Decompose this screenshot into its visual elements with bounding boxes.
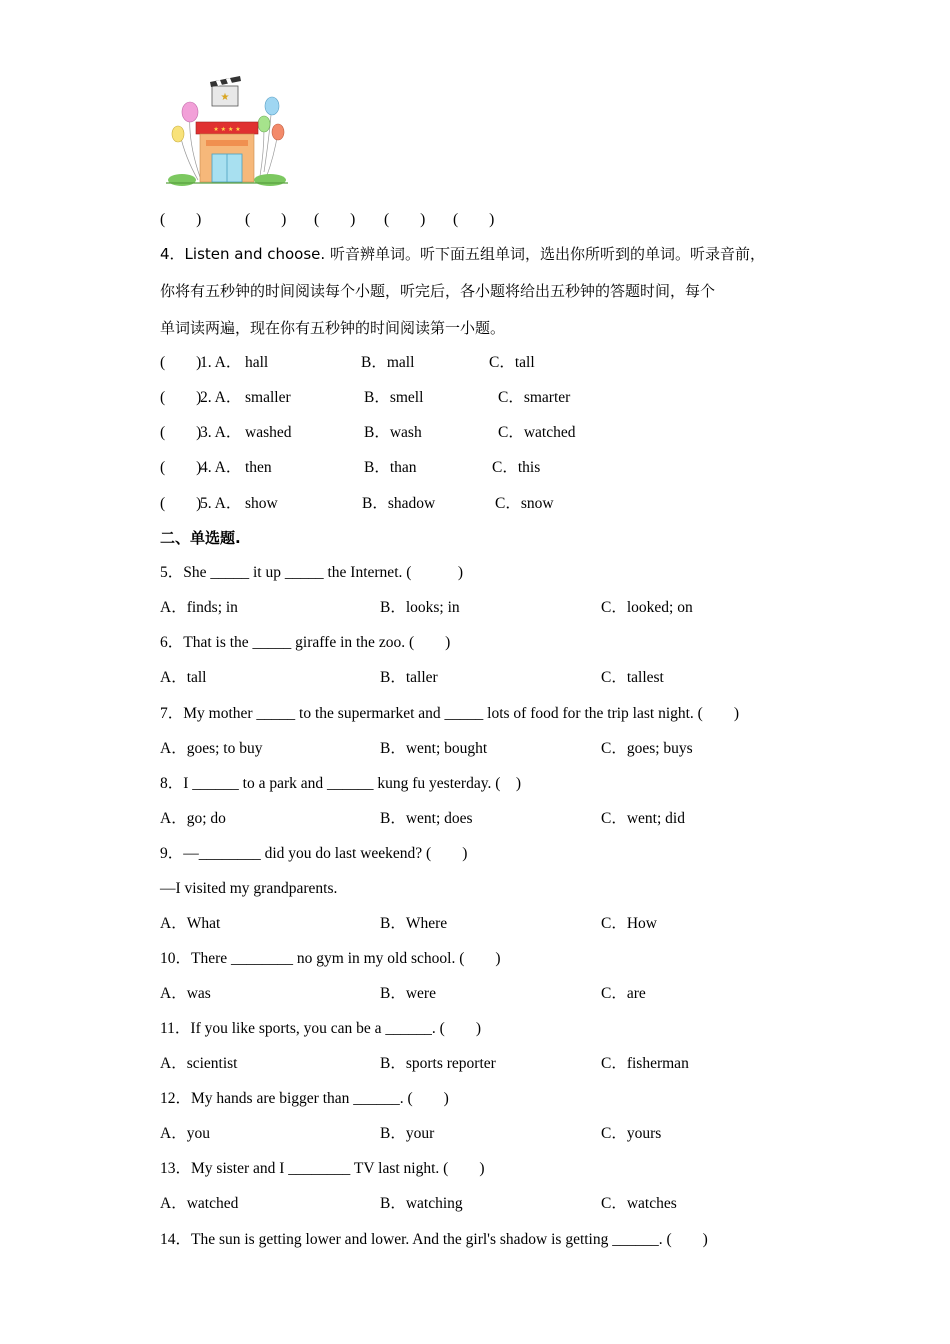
option-a[interactable]: show [245,495,278,512]
option-c[interactable]: C．goes; buys [601,740,693,757]
answer-blank[interactable]: ( ) [160,354,202,371]
answer-blank[interactable]: ( ) [245,211,287,228]
option-c[interactable]: C．went; did [601,810,685,827]
option-a[interactable]: A．What [160,915,221,932]
question-text: 9．—________ did you do last weekend? ( ) [160,845,468,862]
option-b[interactable]: B．were [380,985,436,1002]
svg-text:★ ★ ★ ★: ★ ★ ★ ★ [213,126,241,133]
section-heading: 二、单选题. [160,529,241,547]
answer-blank[interactable]: ( ) [160,389,202,406]
question-dialogue: —I visited my grandparents. [160,880,338,897]
question-text: 14．The sun is getting lower and lower. And the girl's shadow is getting ______. ( ) [160,1231,708,1248]
answer-blank[interactable]: ( ) [160,495,202,512]
item-prefix: 2. A． [200,389,242,406]
answer-blank[interactable]: ( ) [453,211,495,228]
option-b[interactable]: B．shadow [362,495,436,512]
option-b[interactable]: B．wash [364,424,422,441]
item-prefix: 5. A． [200,495,242,512]
option-b[interactable]: B．Where [380,915,448,932]
question-text: 12．My hands are bigger than ______. ( ) [160,1090,449,1107]
item-prefix: 1. A． [200,354,242,371]
answer-blank[interactable]: ( ) [160,459,202,476]
option-a[interactable]: A．watched [160,1195,239,1212]
cinema-illustration [160,72,295,187]
option-c[interactable]: C．this [492,459,541,476]
question-text: 6．That is the _____ giraffe in the zoo. ( ) [160,634,451,651]
option-c[interactable]: C．smarter [498,389,571,406]
question-text: 10．There ________ no gym in my old school. ( ) [160,950,501,967]
option-b[interactable]: B．went; bought [380,740,488,757]
question-text: 7．My mother _____ to the supermarket and _____ lots of food for the trip last night. ( ) [160,705,740,722]
question-text: 11．If you like sports, you can be a ______. ( ) [160,1020,481,1037]
answer-blank[interactable]: ( ) [160,211,202,228]
option-b[interactable]: B．taller [380,669,438,686]
item-prefix: 3. A． [200,424,242,441]
option-b[interactable]: B．your [380,1125,435,1142]
option-a[interactable]: then [245,459,272,476]
option-c[interactable]: C．How [601,915,657,932]
option-c[interactable]: C．fisherman [601,1055,689,1072]
question-text: 8．I ______ to a park and ______ kung fu yesterday. ( ) [160,775,522,792]
option-a[interactable]: A．goes; to buy [160,740,263,757]
option-b[interactable]: B．than [364,459,417,476]
question-text: 13．My sister and I ________ TV last night. ( ) [160,1160,485,1177]
option-b[interactable]: B．mall [361,354,415,371]
answer-blank[interactable]: ( ) [314,211,356,228]
q4-instruction-line2: 你将有五秒钟的时间阅读每个小题，听完后，各小题将给出五秒钟的答题时间，每个 [160,282,716,300]
option-c[interactable]: C．looked; on [601,599,693,616]
q4-instruction-line3: 单词读两遍，现在你有五秒钟的时间阅读第一小题。 [160,319,506,337]
option-b[interactable]: B．went; does [380,810,473,827]
option-c[interactable]: C．watches [601,1195,677,1212]
option-c[interactable]: C．watched [498,424,576,441]
option-a[interactable]: A．was [160,985,211,1002]
item-prefix: 4. A． [200,459,242,476]
option-a[interactable]: smaller [245,389,291,406]
q4-instruction-line1: 4．Listen and choose. 听音辨单词。听下面五组单词，选出你所听到的单词。听录音前， [160,245,765,263]
option-a[interactable]: washed [245,424,292,441]
option-a[interactable]: A．you [160,1125,210,1142]
option-c[interactable]: C．are [601,985,646,1002]
answer-blank[interactable]: ( ) [384,211,426,228]
answer-blank[interactable]: ( ) [160,424,202,441]
svg-text:★: ★ [220,92,230,103]
option-a[interactable]: hall [245,354,269,371]
option-b[interactable]: B．sports reporter [380,1055,496,1072]
option-b[interactable]: B．looks; in [380,599,460,616]
option-a[interactable]: A．go; do [160,810,226,827]
option-b[interactable]: B．smell [364,389,424,406]
option-c[interactable]: C．tallest [601,669,664,686]
option-c[interactable]: C．tall [489,354,535,371]
option-a[interactable]: A．tall [160,669,207,686]
option-c[interactable]: C．snow [495,495,554,512]
option-c[interactable]: C．yours [601,1125,662,1142]
option-b[interactable]: B．watching [380,1195,463,1212]
question-text: 5．She _____ it up _____ the Internet. ( ) [160,564,464,581]
option-a[interactable]: A．scientist [160,1055,238,1072]
option-a[interactable]: A．finds; in [160,599,238,616]
